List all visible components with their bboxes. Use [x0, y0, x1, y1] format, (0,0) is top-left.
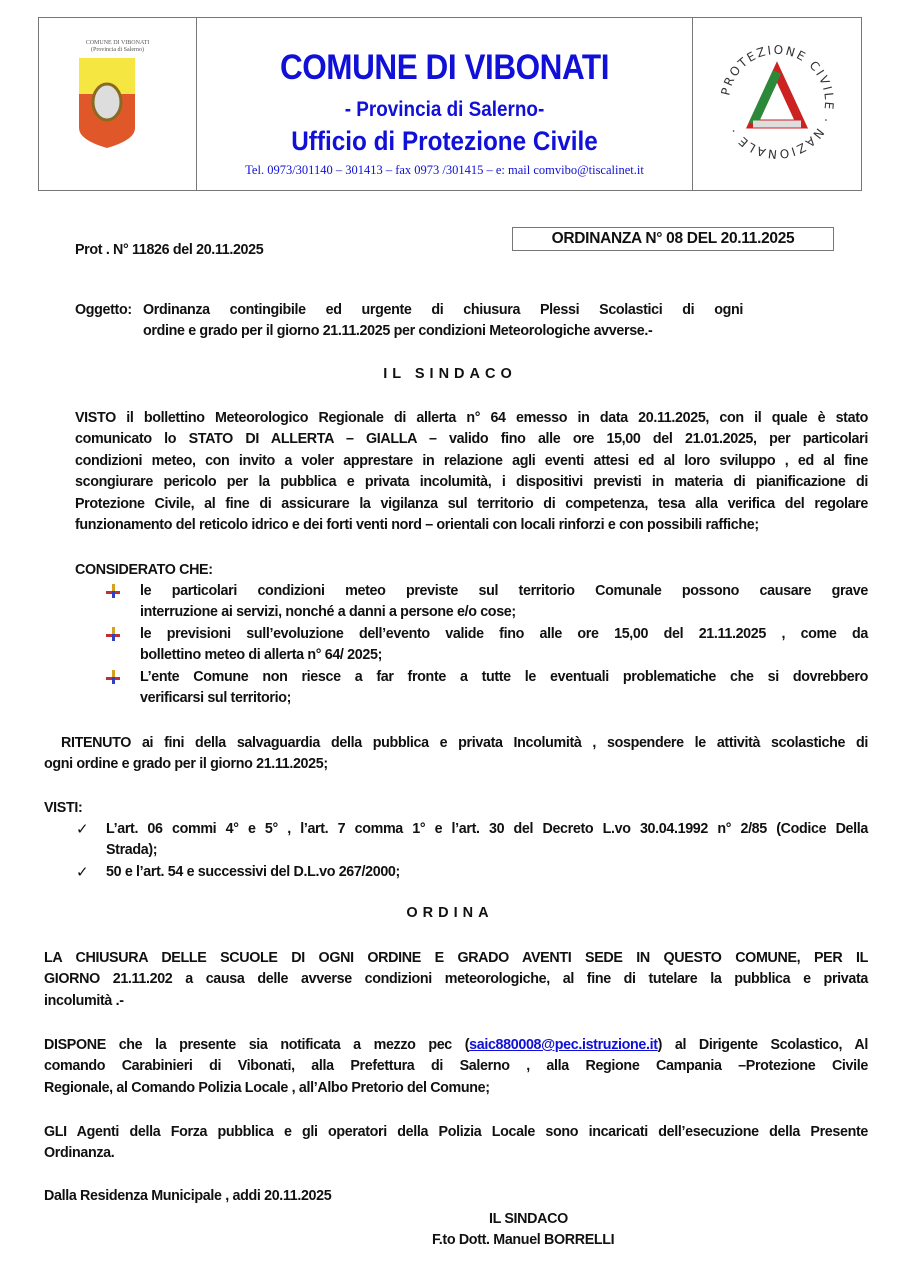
bullet-cross-icon [106, 627, 120, 641]
province: - Provincia di Salerno- [344, 98, 545, 121]
contacts: Tel. 0973/301140 – 301413 – fax 0973 /301415 – e: mail comvibo@tiscalinet.it [245, 163, 644, 177]
protezione-civile-logo-icon [715, 40, 839, 164]
list-item: le particolari condizioni meteo previste sul territorio Comunale possono causare grave interruzione ai servizi, nonché a danni a persone e/o cose; [140, 581, 868, 624]
visti-label: VISTI: [44, 800, 83, 816]
bullet-cross-icon [106, 670, 120, 684]
letterhead [38, 17, 862, 191]
municipality-title: COMUNE DI VIBONATI [279, 48, 610, 87]
considerato-list [140, 581, 868, 709]
visto-paragraph: VISTO il bollettino Meteorologico Regionale di allerta n° 64 emesso in data 20.11.2025, con il quale è stato comunicato lo STATO DI ALLERTA – GIALLA – valido fino alle ore 15,00 del 21.01.2025, per particolari condizioni meteo, con invito a voler apprestare in relazione agli eventi attesi ed al loro sviluppo , ed al fine scongiurare pericolo per la pubblica e privata incolumità, i dispositivi previsti in materia di pianificazione di Protezione Civile, al fine di assicurare la vigilanza sul territorio di competenza, tesa alla verifica del regolare funzionamento del reticolo idrico e dei forti venti nord – orientali con locali rinforzi e con possibili raffiche; [75, 410, 868, 534]
chiusura-paragraph: LA CHIUSURA DELLE SCUOLE DI OGNI ORDINE E GRADO AVENTI SEDE IN QUESTO COMUNE, PER IL GIORNO 21.11.202 a causa delle avverse condizioni meteorologiche, al fine di tutelare la pubblica e privata incolumità .- [44, 950, 868, 1009]
subject-label: Oggetto: [75, 302, 132, 318]
svg-text:PROTEZIONE CIVILE · NAZIONALE: PROTEZIONE CIVILE · NAZIONALE · [718, 42, 837, 162]
place-date: Dalla Residenza Municipale , addi 20.11.2025 [44, 1188, 332, 1204]
list-item: ✓ 50 e l’art. 54 e successivi del D.L.vo 267/2000; [106, 862, 868, 883]
checkmark-icon: ✓ [76, 863, 89, 881]
list-item: le previsioni sull’evoluzione dell’evento valide fino alle ore 15,00 del 21.11.2025 , come da bollettino meteo di allerta n° 64/ 2025; [140, 624, 868, 667]
list-item: L’ente Comune non riesce a far fronte a tutte le eventuali problematiche che si dovrebbero verificarsi sul territorio; [140, 667, 868, 710]
protocol-number: Prot . N° 11826 del 20.11.2025 [75, 242, 264, 258]
considerato-label: CONSIDERATO CHE: [75, 562, 213, 578]
logo-cell [693, 18, 861, 190]
checkmark-icon: ✓ [76, 821, 89, 838]
ordina-heading: ORDINA [406, 905, 494, 921]
municipal-crest-icon [79, 58, 135, 148]
visti-list [76, 819, 868, 883]
ordinance-number: ORDINANZA N° 08 DEL 20.11.2025 [512, 227, 834, 251]
ritenuto-paragraph: RITENUTO ai fini della salvaguardia della pubblica e privata Incolumità , sospendere le attività scolastiche di ogni ordine e grado per il giorno 21.11.2025; [44, 735, 868, 773]
dispone-paragraph: DISPONE che la presente sia notificata a mezzo pec (saic880008@pec.istruzione.it) al Dirigente Scolastico, Al comando Carabinieri di Vibonati, alla Prefettura di Salerno , alla Regione Campania –Protezione Civile Regionale, al Comando Polizia Locale , all’Albo Pretorio del Comune; [44, 1037, 868, 1096]
subject-text: Ordinanza contingibile ed urgente di chiusura Plessi Scolastici di ogni ordine e grado per il giorno 21.11.2025 per condizioni Meteorologiche avverse.- [143, 302, 743, 340]
signature-title: IL SINDACO [489, 1211, 568, 1227]
bullet-cross-icon [106, 584, 120, 598]
il-sindaco-heading: IL SINDACO [383, 366, 517, 382]
letterhead-text [197, 18, 693, 190]
crest-cell [39, 18, 197, 190]
office-name: Ufficio di Protezione Civile [291, 126, 598, 156]
crest-caption: COMUNE DI VIBONATI (Provincia di Salerno) [85, 40, 150, 53]
signature-name: F.to Dott. Manuel BORRELLI [432, 1232, 615, 1248]
agenti-paragraph: GLI Agenti della Forza pubblica e gli operatori della Polizia Locale sono incaricati dell’esecuzione della Presente Ordinanza. [44, 1124, 868, 1162]
list-item: ✓ L’art. 06 commi 4° e 5° , l’art. 7 comma 1° e l’art. 30 del Decreto L.vo 30.04.1992 n° 2/85 (Codice Della Strada); [76, 821, 868, 859]
pec-email-link[interactable]: saic880008@pec.istruzione.it [469, 1037, 658, 1053]
